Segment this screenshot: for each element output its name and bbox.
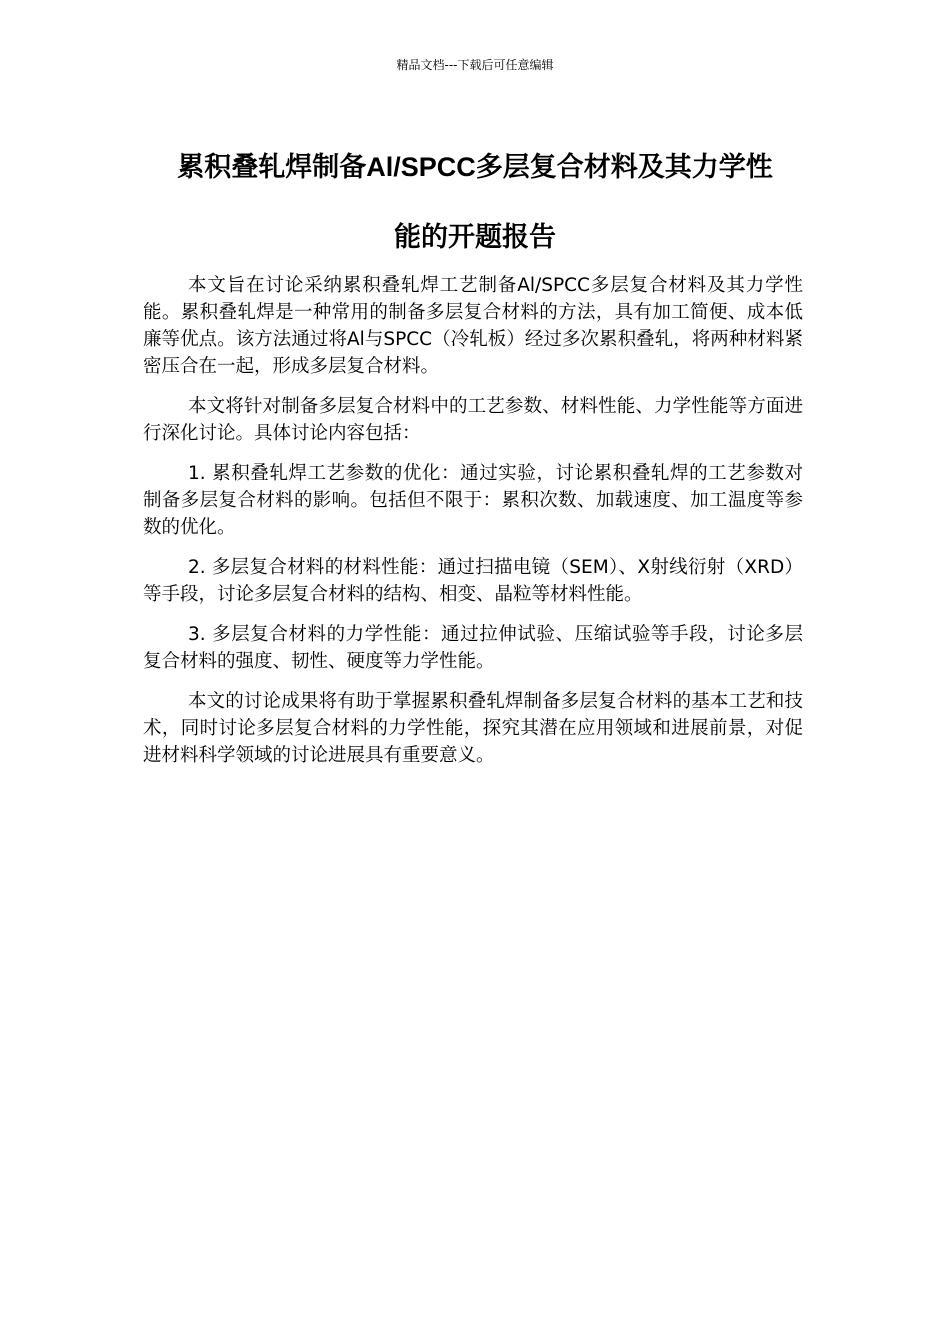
title-line-1: 累积叠轧焊制备Al/SPCC多层复合材料及其力学性 [177,152,773,182]
paragraph-intro: 本文旨在讨论采纳累积叠轧焊工艺制备Al/SPCC多层复合材料及其力学性能。累积叠轧焊是一种常用的制备多层复合材料的方法，具有加工简便、成本低廉等优点。该方法通过将Al与SPCC（冷轧板）经过多次累积叠轧，将两种材料紧密压合在一起，形成多层复合材料。 [143,275,803,377]
paragraph-scope: 本文将针对制备多层复合材料中的工艺参数、材料性能、力学性能等方面进行深化讨论。具体讨论内容包括： [143,396,803,444]
paragraph-item-1: 1. 累积叠轧焊工艺参数的优化：通过实验，讨论累积叠轧焊的工艺参数对制备多层复合材料的影响。包括但不限于：累积次数、加载速度、加工温度等参数的优化。 [143,463,803,538]
paragraph-conclusion: 本文的讨论成果将有助于掌握累积叠轧焊制备多层复合材料的基本工艺和技术，同时讨论多层复合材料的力学性能，探究其潜在应用领域和进展前景，对促进材料科学领域的讨论进展具有重要意义。 [143,691,803,766]
paragraph-item-2: 2. 多层复合材料的材料性能：通过扫描电镜（SEM）、X射线衍射（XRD）等手段，讨论多层复合材料的结构、相变、晶粒等材料性能。 [143,557,803,605]
document-body [143,272,803,782]
header-note: 精品文档---下载后可任意编辑 [396,58,554,72]
document-title [100,132,850,272]
paragraph-item-3: 3. 多层复合材料的力学性能：通过拉伸试验、压缩试验等手段，讨论多层复合材料的强度、韧性、硬度等力学性能。 [143,624,803,672]
title-line-2: 能的开题报告 [394,222,556,252]
